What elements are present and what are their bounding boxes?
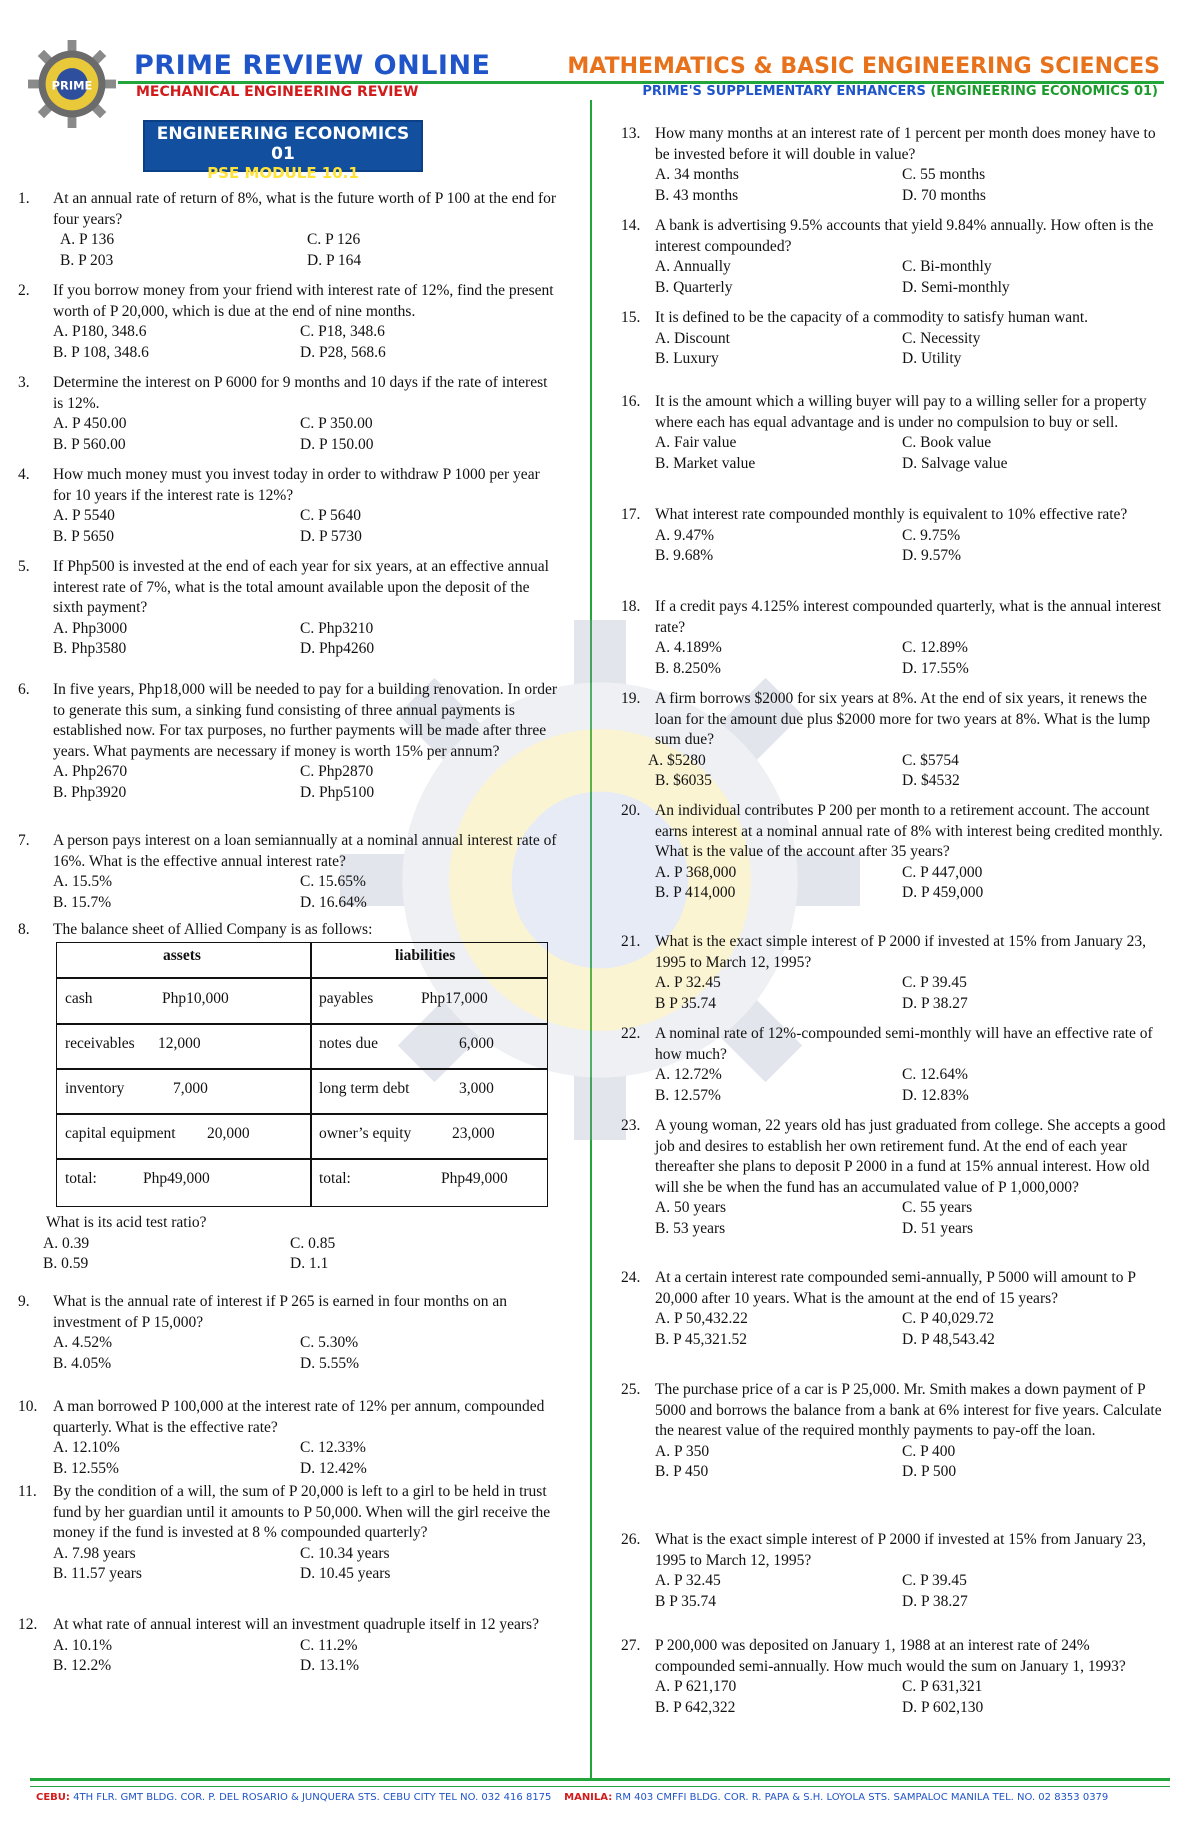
question-14 — [621, 216, 1173, 298]
question-15 — [621, 308, 1173, 370]
question-13 — [621, 124, 1173, 206]
option-c: C. 10.34 years — [300, 1544, 390, 1562]
question-number: 2. — [18, 282, 30, 299]
option-b: B. Luxury — [655, 350, 719, 367]
question-24 — [621, 1268, 1173, 1350]
question-stem: An individual contributes P 200 per month to a retirement account. The account earns interest at a nominal annual rate of 8% with interest being credited monthly. What is the value of the account after 35 years? — [655, 802, 1163, 860]
footer-cebu-address: 4TH FLR. GMT BLDG. COR. P. DEL ROSARIO & JUNQUERA STS. CEBU CITY TEL NO. 032 416 8175 — [73, 1792, 552, 1803]
option-b: B P 35.74 — [655, 1592, 717, 1610]
option-b: B. 12.55% — [53, 1459, 119, 1477]
option-c: C. P 350.00 — [300, 415, 373, 432]
table-rule — [57, 1023, 547, 1025]
question-stem: It is the amount which a willing buyer will pay to a willing seller for a property where each has equal advantage and is under no compulsion to buy or sell. — [655, 393, 1147, 431]
option-c: C. P 447,000 — [902, 863, 983, 881]
question-number: 9. — [18, 1293, 30, 1310]
option-d: D. 10.45 years — [300, 1565, 391, 1582]
option-a: A. P 136 — [60, 231, 115, 248]
option-a: A. Annually — [655, 258, 731, 275]
question-number: 1. — [18, 190, 30, 207]
option-b: B. 11.57 years — [53, 1565, 142, 1582]
option-b: B. 15.7% — [53, 893, 112, 911]
question-stem: What is the annual rate of interest if P 265 is earned in four months on an investment of P 15,000? — [53, 1293, 507, 1331]
option-a: A. $5280 — [648, 751, 706, 769]
option-d: D. Php4260 — [300, 640, 375, 657]
question-1 — [18, 189, 558, 271]
footer-manila-label: MANILA: — [564, 1792, 613, 1803]
question-12 — [18, 1615, 558, 1677]
question-20 — [621, 801, 1173, 904]
liability-label: total: — [319, 1170, 351, 1187]
footer-addresses — [36, 1792, 1108, 1803]
option-c: C. 15.65% — [300, 873, 366, 890]
option-b: B. 8.250% — [655, 659, 721, 677]
question-8-followup — [43, 1213, 546, 1275]
question-number: 15. — [621, 309, 641, 326]
option-d: D. Php5100 — [300, 783, 375, 801]
question-2 — [18, 281, 558, 363]
question-number: 23. — [621, 1117, 641, 1134]
option-a: A. 15.5% — [53, 873, 112, 890]
option-a: A. P 32.45 — [655, 974, 721, 991]
question-11 — [18, 1482, 558, 1585]
option-c: C. $5754 — [902, 751, 959, 769]
question-27 — [621, 1636, 1173, 1718]
question-6 — [18, 680, 558, 803]
question-stem: If a credit pays 4.125% interest compounded quarterly, what is the annual interest rate? — [655, 598, 1162, 636]
question-8 — [18, 920, 558, 941]
question-number: 7. — [18, 832, 30, 849]
subject-subtitle — [642, 84, 1158, 99]
question-stem: At what rate of annual interest will an investment quadruple itself in 12 years? — [53, 1616, 539, 1633]
question-stem: By the condition of a will, the sum of P 20,000 is left to a girl to be held in trust fund by her guardian until it amounts to P 50,000. When will the girl receive the money if the fund is invested at 8 % compounded quarterly? — [53, 1483, 551, 1541]
question-7 — [18, 831, 558, 913]
option-a: A. Php2670 — [53, 763, 128, 780]
question-stem: If you borrow money from your friend with interest rate of 12%, find the present worth of P 20,000, which is due at the end of nine months. — [53, 282, 554, 320]
question-stem: What is the exact simple interest of P 2000 if invested at 15% from January 23, 1995 to March 12, 1995? — [655, 933, 1146, 971]
question-stem: The balance sheet of Allied Company is as follows: — [53, 921, 373, 938]
question-17 — [621, 505, 1173, 567]
logo-text: PRIME — [51, 78, 93, 93]
asset-label: capital equipment — [65, 1125, 176, 1142]
option-c: C. 5.30% — [300, 1334, 359, 1351]
option-d: D. Semi-monthly — [902, 278, 1010, 296]
option-b: B. P 560.00 — [53, 435, 126, 453]
option-b: B. Market value — [655, 454, 756, 472]
option-a: A. P 368,000 — [655, 863, 737, 881]
option-b: B. Php3580 — [53, 640, 127, 657]
option-d: D. P 38.27 — [902, 1592, 968, 1610]
asset-value: 7,000 — [173, 1080, 208, 1097]
asset-value: Php49,000 — [143, 1170, 210, 1187]
option-a: A. 9.47% — [655, 526, 714, 544]
option-d: D. 16.64% — [300, 893, 367, 911]
option-c: C. 0.85 — [290, 1234, 336, 1252]
option-d: D. 12.83% — [902, 1086, 969, 1104]
option-d: D. 9.57% — [902, 547, 961, 564]
question-number: 8. — [18, 921, 30, 938]
liability-label: notes due — [319, 1035, 378, 1052]
question-stem: The purchase price of a car is P 25,000. Mr. Smith makes a down payment of P 5000 and borrows the balance from a bank at 6% interest for five years. Calculate the nearest value of the required monthly payments to pay-off the loan. — [655, 1381, 1162, 1439]
question-stem: A young woman, 22 years old has just graduated from college. She accepts a good job and desires to establish her own retirement fund. At the end of each year thereafter she plans to deposit P 2000 in a fund at 15% annual interest. How old will she be when the fund has an accumulated value of P 1,000,000? — [655, 1117, 1166, 1196]
footer-rule-thin — [30, 1786, 1170, 1787]
module-subtitle: PSE MODULE 10.1 — [207, 164, 359, 182]
header-assets: assets — [163, 947, 201, 964]
option-b: B. $6035 — [655, 772, 712, 789]
option-d: D. P 164 — [307, 251, 362, 269]
option-d: D. 51 years — [902, 1219, 974, 1237]
option-b: B. P 45,321.52 — [655, 1330, 748, 1348]
option-c: C. P 39.45 — [902, 1572, 967, 1589]
question-19 — [621, 689, 1173, 792]
option-b: B. P 108, 348.6 — [53, 343, 149, 361]
question-4 — [18, 465, 558, 547]
option-a: A. Php3000 — [53, 619, 128, 637]
question-stem: At a certain interest rate compounded semi-annually, P 5000 will amount to P 20,000 after 10 years. What is the amount at the end of 15 years? — [655, 1269, 1136, 1307]
brand-title: PRIME REVIEW ONLINE — [134, 50, 491, 81]
question-16 — [621, 392, 1173, 474]
table-rule — [57, 1113, 547, 1115]
option-a: A. P180, 348.6 — [53, 323, 147, 340]
option-b: B. 43 months — [655, 186, 739, 204]
option-a: A. P 350 — [655, 1442, 710, 1460]
option-c: C. P 40,029.72 — [902, 1310, 995, 1327]
question-stem: How much money must you invest today in order to withdraw P 1000 per year for 10 years if the interest rate is 12%? — [53, 466, 540, 504]
option-c: C. 12.89% — [902, 639, 968, 656]
option-a: A. P 50,432.22 — [655, 1310, 748, 1327]
question-number: 3. — [18, 374, 30, 391]
option-d: D. 70 months — [902, 186, 986, 204]
balance-sheet-table — [56, 942, 548, 1207]
question-number: 13. — [621, 125, 641, 142]
option-d: D. P 150.00 — [300, 435, 374, 453]
option-a: A. 4.52% — [53, 1334, 112, 1351]
option-d: D. 12.42% — [300, 1459, 367, 1477]
option-c: C. P 631,321 — [902, 1678, 983, 1695]
option-a: A. P 450.00 — [53, 415, 127, 432]
option-b: B. 12.57% — [655, 1086, 721, 1104]
question-stem: How many months at an interest rate of 1 percent per month does money have to be invested before it will double in value? — [655, 125, 1156, 163]
liability-label: long term debt — [319, 1080, 410, 1097]
liability-label: owner’s equity — [319, 1125, 412, 1142]
question-26 — [621, 1530, 1173, 1612]
question-number: 11. — [18, 1483, 37, 1500]
column-divider — [590, 100, 592, 1778]
module-banner — [143, 120, 423, 182]
option-b: B. 4.05% — [53, 1354, 112, 1372]
option-a: A. P 5540 — [53, 507, 115, 524]
option-b: B. 12.2% — [53, 1657, 112, 1674]
question-number: 26. — [621, 1531, 641, 1548]
question-22 — [621, 1024, 1173, 1106]
option-b: B. 9.68% — [655, 547, 714, 564]
question-number: 14. — [621, 217, 641, 234]
option-b: B. 53 years — [655, 1219, 726, 1237]
question-25 — [621, 1380, 1173, 1483]
question-number: 22. — [621, 1025, 641, 1042]
option-b: B. P 450 — [655, 1463, 709, 1480]
option-b: B. P 5650 — [53, 527, 115, 545]
option-a: A. 0.39 — [43, 1234, 90, 1252]
option-a: A. 50 years — [655, 1199, 727, 1216]
option-c: C. 9.75% — [902, 526, 961, 544]
prime-logo — [28, 40, 116, 128]
question-stem: What is the exact simple interest of P 2000 if invested at 15% from January 23, 1995 to March 12, 1995? — [655, 1531, 1146, 1569]
option-a: A. 34 months — [655, 166, 739, 183]
footer-cebu-label: CEBU: — [36, 1792, 70, 1803]
option-a: A. P 32.45 — [655, 1572, 721, 1589]
question-number: 25. — [621, 1381, 641, 1398]
option-c: C. 55 years — [902, 1199, 973, 1216]
question-number: 21. — [621, 933, 641, 950]
subject-title: MATHEMATICS & BASIC ENGINEERING SCIENCES — [567, 54, 1160, 79]
question-stem: In five years, Php18,000 will be needed to pay for a building renovation. In order to generate this sum, a sinking fund consisting of three annual payments is established now. For tax purposes, no further payments will be made after three years. What payments are necessary if money is worth 15% per annum? — [53, 681, 558, 760]
question-stem: A nominal rate of 12%-compounded semi-monthly will have an effective rate of how much? — [655, 1025, 1153, 1063]
option-c: C. Necessity — [902, 329, 981, 347]
table-rule — [57, 977, 547, 979]
option-b: B. Php3920 — [53, 783, 127, 801]
option-c: C. Php2870 — [300, 763, 374, 780]
option-c: C. P 400 — [902, 1442, 956, 1460]
header-liabilities: liabilities — [395, 947, 456, 964]
question-stem: It is defined to be the capacity of a commodity to satisfy human want. — [655, 309, 1089, 326]
option-d: D. P 38.27 — [902, 994, 968, 1012]
question-stem: A person pays interest on a loan semiannually at a nominal annual interest rate of 16%. What is the effective annual interest rate? — [53, 832, 557, 870]
option-c: C. 12.64% — [902, 1066, 968, 1083]
footer-rule — [30, 1778, 1170, 1781]
question-10 — [18, 1397, 558, 1479]
option-c: C. P18, 348.6 — [300, 323, 385, 340]
question-23 — [621, 1116, 1173, 1239]
option-d: D. P 5730 — [300, 527, 362, 545]
subject-tag: (ENGINEERING ECONOMICS 01) — [930, 84, 1158, 99]
question-number: 6. — [18, 681, 30, 698]
asset-value: Php10,000 — [162, 990, 229, 1007]
option-c: C. P 5640 — [300, 507, 362, 524]
option-a: A. 10.1% — [53, 1636, 112, 1654]
option-c: C. 55 months — [902, 166, 986, 183]
option-d: D. Utility — [902, 350, 962, 367]
option-d: D. P 500 — [902, 1463, 957, 1480]
question-stem: What interest rate compounded monthly is equivalent to 10% effective rate? — [655, 506, 1128, 523]
table-rule — [57, 1068, 547, 1070]
asset-value: 12,000 — [158, 1035, 201, 1052]
asset-label: total: — [65, 1170, 97, 1187]
question-number: 5. — [18, 558, 30, 575]
question-number: 17. — [621, 506, 641, 523]
option-c: C. Php3210 — [300, 619, 374, 637]
asset-label: inventory — [65, 1080, 125, 1097]
question-number: 19. — [621, 690, 641, 707]
option-b: B. P 203 — [60, 251, 114, 269]
option-b: B. P 642,322 — [655, 1698, 736, 1716]
option-a: A. P 621,170 — [655, 1678, 737, 1695]
question-stem: If Php500 is invested at the end of each year for six years, at an effective annual interest rate of 7%, what is the total amount available upon the deposit of the sixth payment? — [53, 558, 549, 616]
footer-manila-address: RM 403 CMFFI BLDG. COR. R. PAPA & S.H. LOYOLA STS. SAMPALOC MANILA TEL. NO. 02 8353 0379 — [615, 1792, 1109, 1803]
option-a: A. 7.98 years — [53, 1544, 136, 1562]
option-d: D. 13.1% — [300, 1657, 359, 1674]
question-number: 12. — [18, 1616, 38, 1633]
liability-label: payables — [319, 990, 374, 1007]
question-number: 16. — [621, 393, 641, 410]
question-number: 24. — [621, 1269, 641, 1286]
question-21 — [621, 932, 1173, 1014]
option-a: A. 12.72% — [655, 1066, 722, 1083]
option-d: D. P28, 568.6 — [300, 343, 386, 361]
option-d: D. Salvage value — [902, 454, 1008, 472]
option-c: C. Bi-monthly — [902, 258, 992, 275]
question-number: 20. — [621, 802, 641, 819]
question-stem: A man borrowed P 100,000 at the interest rate of 12% per annum, compounded quarterly. What is the effective rate? — [53, 1398, 545, 1436]
question-stem: P 200,000 was deposited on January 1, 1988 at an interest rate of 24% compounded semi-annually. How much would the sum on January 1, 1993? — [655, 1637, 1126, 1675]
table-rule — [57, 1158, 547, 1160]
option-d: D. 1.1 — [290, 1255, 329, 1272]
liability-value: Php17,000 — [421, 990, 488, 1007]
question-3 — [18, 373, 558, 455]
liability-value: Php49,000 — [441, 1170, 508, 1187]
option-b: B. P 414,000 — [655, 884, 736, 901]
question-9 — [18, 1292, 558, 1374]
question-followup: What is its acid test ratio? — [46, 1214, 207, 1231]
option-a: A. Discount — [655, 329, 730, 347]
option-a: A. Fair value — [655, 434, 737, 451]
option-d: D. $4532 — [902, 772, 960, 789]
question-18 — [621, 597, 1173, 679]
question-stem: At an annual rate of return of 8%, what is the future worth of P 100 at the end for four years? — [53, 190, 557, 228]
question-number: 4. — [18, 466, 30, 483]
liability-value: 6,000 — [459, 1035, 494, 1052]
option-b: B. 0.59 — [43, 1255, 89, 1272]
subject-series: PRIME'S SUPPLEMENTARY ENHANCERS — [642, 84, 926, 99]
liability-value: 3,000 — [459, 1080, 494, 1097]
option-d: D. 5.55% — [300, 1354, 359, 1372]
question-number: 18. — [621, 598, 641, 615]
option-c: C. 12.33% — [300, 1439, 366, 1456]
option-c: C. P 126 — [307, 231, 361, 248]
brand-subtitle: MECHANICAL ENGINEERING REVIEW — [136, 84, 419, 100]
option-d: D. P 459,000 — [902, 884, 984, 901]
option-b: B P 35.74 — [655, 994, 717, 1012]
option-d: D. P 48,543.42 — [902, 1330, 995, 1348]
question-number: 10. — [18, 1398, 38, 1415]
question-stem: A firm borrows $2000 for six years at 8%. At the end of six years, it renews the loan for the amount due plus $2000 more for two years at 8%. What is the lump sum due? — [655, 690, 1151, 748]
option-a: A. 12.10% — [53, 1439, 120, 1456]
asset-value: 20,000 — [207, 1125, 250, 1142]
option-c: C. 11.2% — [300, 1636, 358, 1654]
question-5 — [18, 557, 558, 660]
option-c: C. P 39.45 — [902, 974, 967, 991]
option-c: C. Book value — [902, 434, 992, 451]
option-a: A. 4.189% — [655, 639, 722, 656]
option-d: D. P 602,130 — [902, 1698, 984, 1716]
asset-label: receivables — [65, 1035, 135, 1052]
question-stem: A bank is advertising 9.5% accounts that yield 9.84% annually. How often is the interest compounded? — [655, 217, 1154, 255]
question-stem: Determine the interest on P 6000 for 9 months and 10 days if the rate of interest is 12%. — [53, 374, 548, 412]
asset-label: cash — [65, 990, 93, 1007]
question-number: 27. — [621, 1637, 641, 1654]
table-divider — [310, 943, 312, 1206]
option-b: B. Quarterly — [655, 278, 733, 296]
liability-value: 23,000 — [452, 1125, 495, 1142]
option-d: D. 17.55% — [902, 659, 969, 677]
module-title: ENGINEERING ECONOMICS 01 — [156, 124, 410, 164]
